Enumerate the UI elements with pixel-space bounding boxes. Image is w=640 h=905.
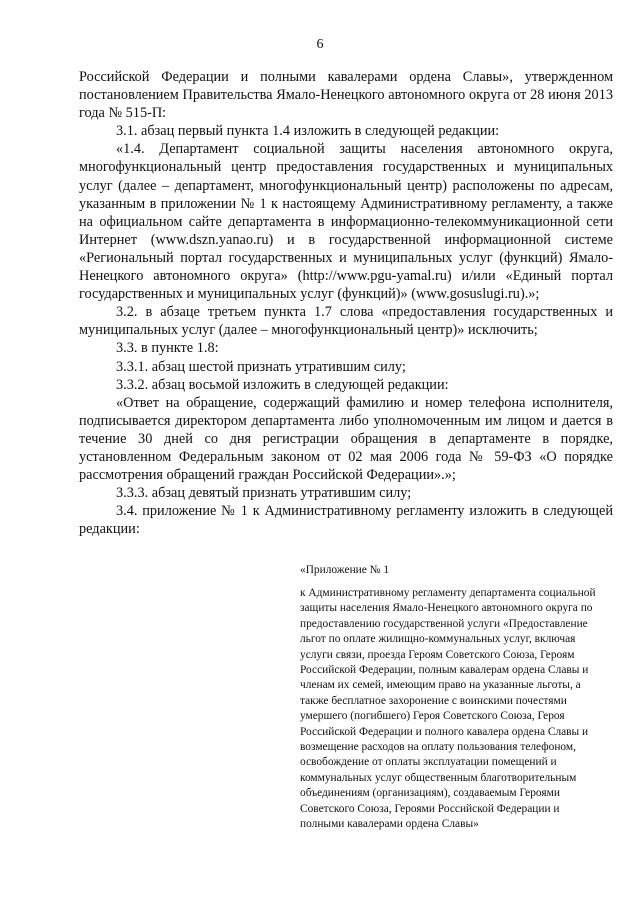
paragraph-1-4-quote: «1.4. Департамент социальной защиты населения автономного округа, многофункциональный центр предоставления государственных и муниципальных услуг (далее – департамент, многофункциональный центр) расположены по адресам, указанным в приложении № 1 к настоящему Административному регламенту, а также на официальном сайте департамента в информационно-телекоммуникационной сети Интернет (www.dszn.yanao.ru) и в государственной информационной системе «Региональный портал государственных и муниципальных услуг (функций) Ямало-Ненецкого автономного округа» (http://www.pgu-yamal.ru) и/или «Единый портал государственных и муниципальных услуг (функций)» (www.gosuslugi.ru).»; — [79, 141, 613, 303]
appendix-title: «Приложение № 1 — [300, 564, 390, 576]
paragraph-3-2: 3.2. в абзаце третьем пункта 1.7 слова «предоставления государственных и муниципальных услуг (далее – многофункциональный центр)» исключить; — [79, 304, 613, 339]
paragraph-3-1: 3.1. абзац первый пункта 1.4 изложить в следующей редакции: — [116, 123, 500, 140]
page-number: 6 — [316, 37, 324, 52]
document-body — [79, 68, 613, 538]
paragraph-3-3-1: 3.3.1. абзац шестой признать утратившим силу; — [116, 358, 406, 375]
paragraph-3-4: 3.4. приложение № 1 к Административному регламенту изложить в следующей редакции: — [79, 503, 613, 538]
paragraph-3-3-2: 3.3.2. абзац восьмой изложить в следующей редакции: — [116, 376, 449, 393]
paragraph-reply-quote: «Ответ на обращение, содержащий фамилию и номер телефона исполнителя, подписывается директором департамента либо уполномоченным им лицом и дается в течение 30 дней со дня регистрации обращения в департаменте в порядке, установленном Федеральным законом от 02 мая 2006 года № 59-ФЗ «О порядке рассмотрения обращений граждан Российской Федерации».»; — [79, 394, 613, 484]
paragraph-3-3: 3.3. в пункте 1.8: — [116, 340, 219, 357]
paragraph-3-3-3: 3.3.3. абзац девятый признать утратившим силу; — [116, 485, 412, 502]
appendix-description: к Административному регламенту департамента социальной защиты населения Ямало-Ненецкого автономного округа по предоставлению государственной услуги «Предоставление льгот по оплате жилищно-коммунальных услуг, включая услуги связи, проезда Героям Советского Союза, Героям Российской Федерации, полным кавалерам ордена Славы и членам их семей, имеющим право на указанные льготы, а также бесплатное захоронение с воинскими почестями умершего (погибшего) Героя Советского Союза, Героя Российской Федерации и полного кавалера ордена Славы и возмещение расходов на оплату пользования телефоном, освобождение от оплаты эксплуатации помещений и коммунальных услуг общественным благотворительным объединениям (организациям), создаваемым Героями Советского Союза, Героями Российской Федерации и полными кавалерами ордена Славы» — [300, 587, 596, 831]
paragraph-intro: Российской Федерации и полными кавалерами ордена Славы», утвержденном постановлением Правительства Ямало-Ненецкого автономного округа от 28 июня 2013 года № 515-П: — [79, 69, 613, 122]
